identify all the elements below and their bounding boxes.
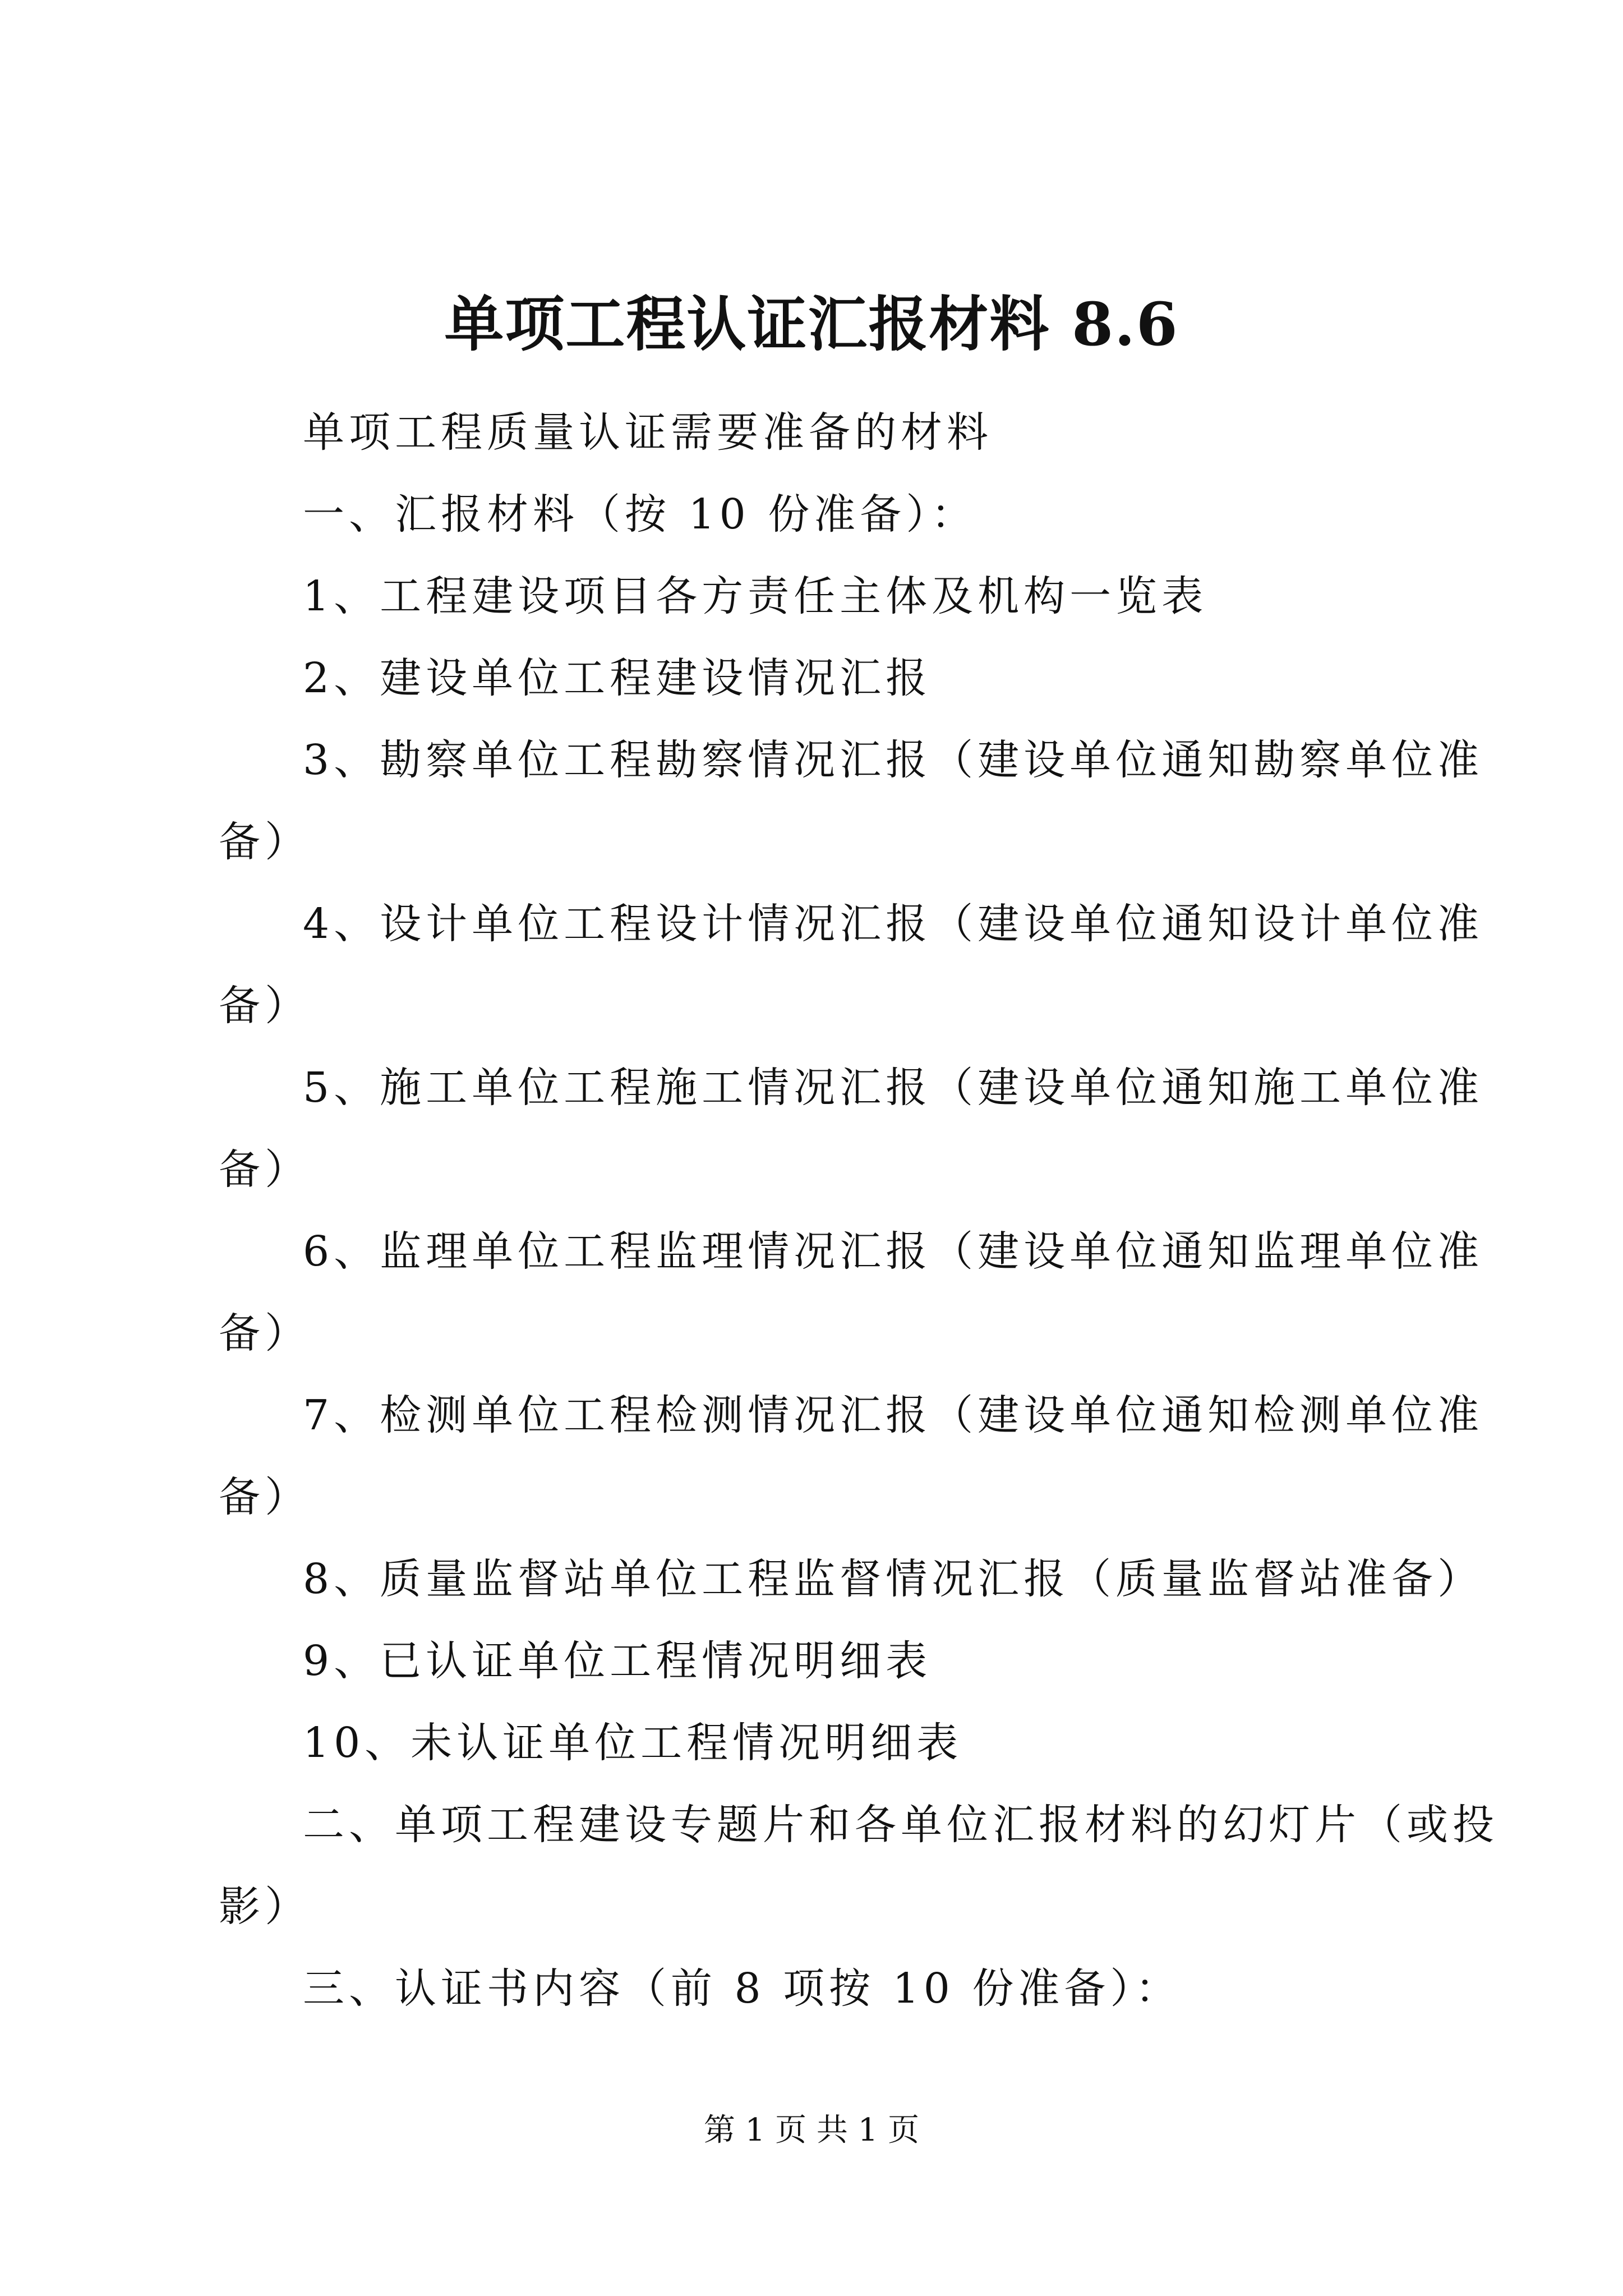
- list-item-continuation: 备）: [219, 982, 311, 1030]
- list-item-continuation: 备）: [219, 1145, 311, 1194]
- list-item-continuation: 备）: [219, 1309, 311, 1358]
- list-item-continuation: 备）: [219, 818, 311, 866]
- paragraph-intro: 单项工程质量认证需要准备的材料: [303, 408, 993, 457]
- section-heading-3: 三、认证书内容（前 8 项按 10 份准备）：: [303, 1964, 1182, 2013]
- list-item: 3、勘察单位工程勘察情况汇报（建设单位通知勘察单位准: [303, 736, 1484, 784]
- page-footer: 第 1 页 共 1 页: [703, 2112, 920, 2148]
- list-item: 9、已认证单位工程情况明细表: [303, 1637, 932, 1685]
- section-heading-1: 一、汇报材料（按 10 份准备）：: [303, 490, 978, 539]
- section-heading-continuation: 影）: [219, 1883, 311, 1931]
- list-item: 5、施工单位工程施工情况汇报（建设单位通知施工单位准: [303, 1064, 1484, 1112]
- list-item: 10、未认证单位工程情况明细表: [303, 1719, 963, 1767]
- list-item: 7、检测单位工程检测情况汇报（建设单位通知检测单位准: [303, 1391, 1484, 1439]
- list-item: 4、设计单位工程设计情况汇报（建设单位通知设计单位准: [303, 900, 1484, 948]
- document-body: [219, 392, 1498, 2030]
- list-item: 6、监理单位工程监理情况汇报（建设单位通知监理单位准: [303, 1227, 1484, 1276]
- list-item: 8、质量监督站单位工程监督情况汇报（质量监督站准备）: [303, 1555, 1484, 1603]
- list-item: 1、工程建设项目各方责任主体及机构一览表: [303, 572, 1208, 620]
- section-heading-2: 二、单项工程建设专题片和各单位汇报材料的幻灯片（或投: [303, 1801, 1498, 1849]
- document-title: 单项工程认证汇报材料 8.6: [444, 289, 1179, 359]
- list-item: 2、建设单位工程建设情况汇报: [303, 654, 932, 702]
- list-item-continuation: 备）: [219, 1473, 311, 1521]
